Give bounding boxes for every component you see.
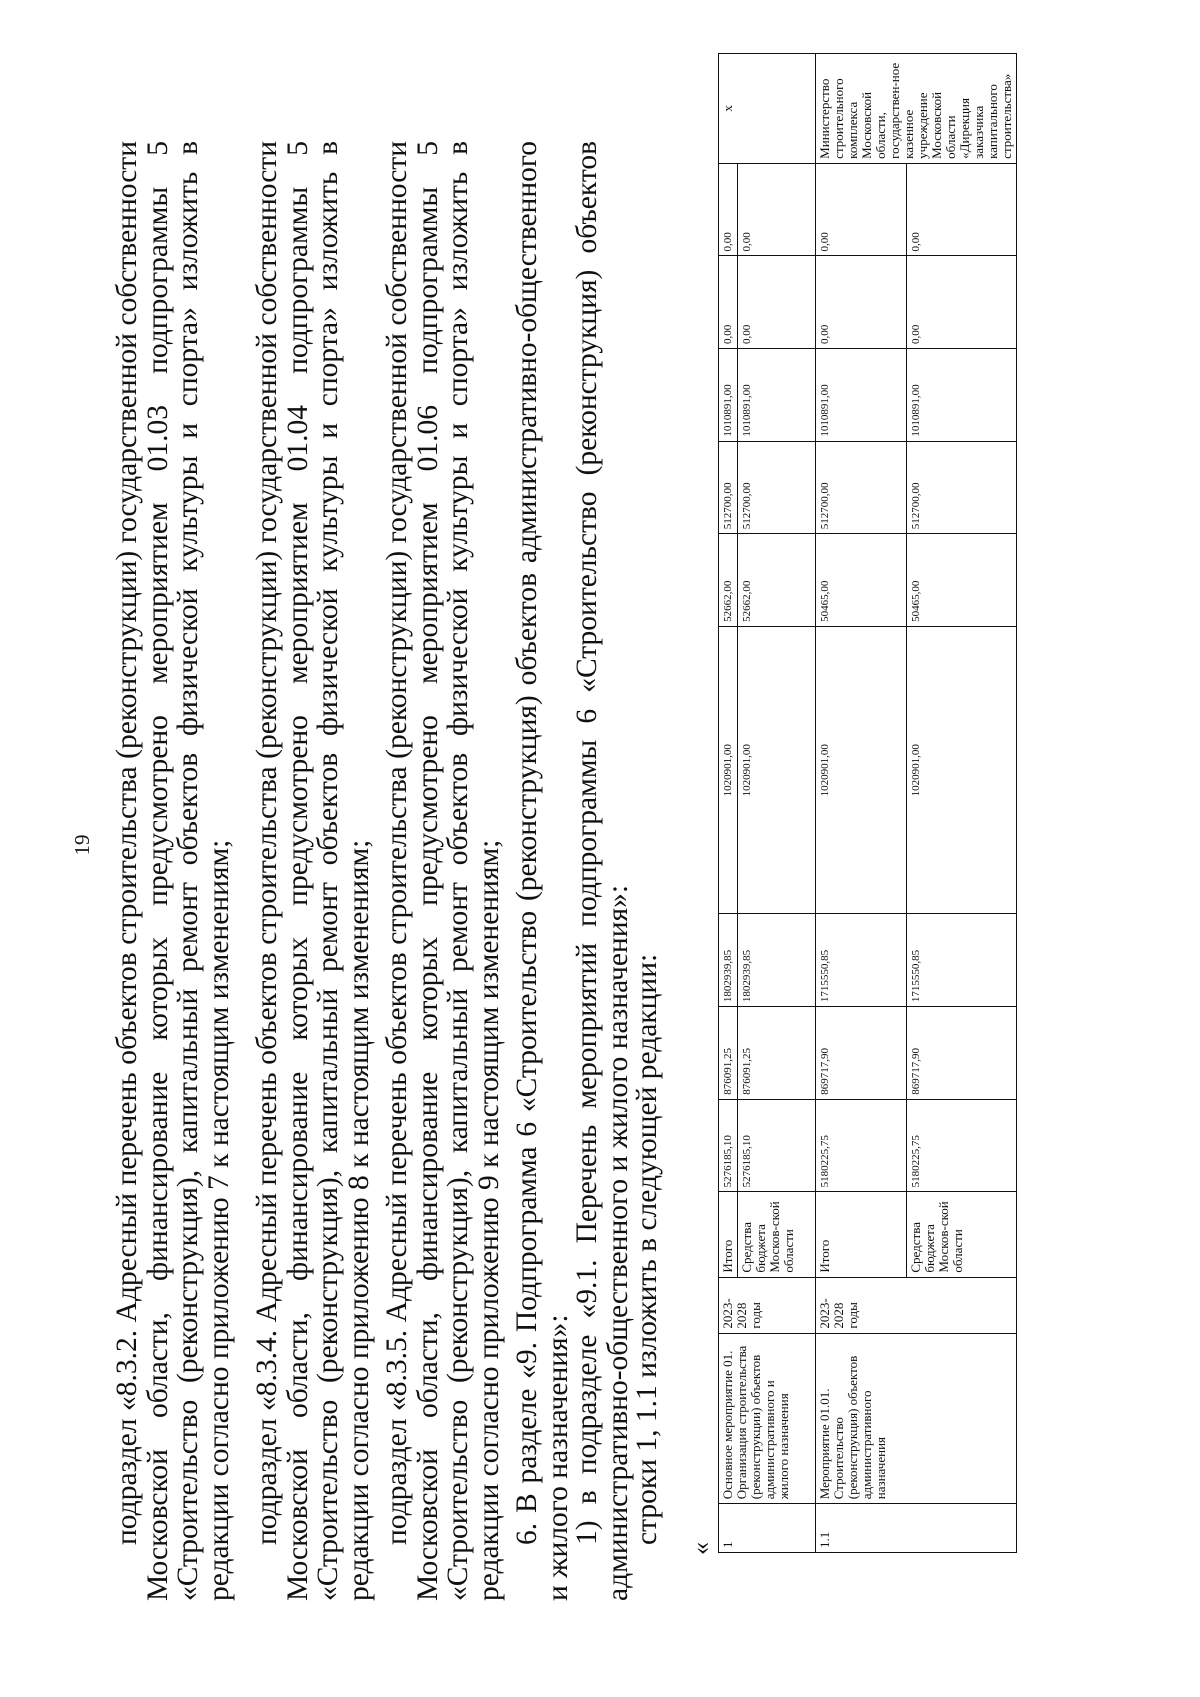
amount-2023: 869717,90 (907, 1007, 1017, 1100)
measures-table (718, 53, 1017, 1553)
amount-c1: 0,00 (816, 256, 907, 349)
amount-c2: 0,00 (907, 163, 1017, 256)
open-quote: « (686, 1542, 715, 1555)
paragraph-8-3-4: подраздел «8.3.4. Адресный перечень объектов строительства (реконструкции) государственной собственности Московской области, финансирование которых предусмотрено мероприятием 01.04 подпрограммы 5 «Строительство (реконструкция), капитальный ремонт объектов физической культуры и спорта» изложить в редакции согласно приложению 8 к настоящим изменениям; (251, 141, 375, 1601)
measure-name: Мероприятие 01.01. Строительство (реконструкция) объектов административного назначения (816, 1333, 1017, 1504)
amount-2026: 50465,00 (907, 534, 1017, 627)
amount-total: 5180225,75 (816, 1099, 907, 1192)
amount-2024: 1715550,85 (816, 914, 907, 1007)
amount-c2: 0,00 (816, 163, 907, 256)
amount-2028: 1010891,00 (719, 349, 738, 442)
amount-2025: 1020901,00 (738, 626, 816, 914)
source-region: Средства бюджета Москов-ской области (738, 1192, 816, 1277)
amount-2026: 52662,00 (738, 534, 816, 627)
amount-c2: 0,00 (738, 163, 816, 256)
row-number: 1.1 (816, 1504, 1017, 1553)
paragraph-rows-instruction: строки 1, 1.1 изложить в следующей редакции: (631, 953, 663, 1545)
amount-c1: 0,00 (738, 256, 816, 349)
amount-total: 5276185,10 (738, 1099, 816, 1192)
measure-name: Основное мероприятие 01. Организация строительства (реконструкции) объектов административного и жилого назначения (719, 1333, 816, 1504)
source-region: Средства бюджета Москов-ской области (907, 1192, 1017, 1277)
amount-2027: 512700,00 (816, 441, 907, 534)
amount-2025: 1020901,00 (719, 626, 738, 914)
responsible-cell: Министерство строительного комплекса Московской области, государствен-ное казенное учреждение Московской области «Дирекция заказчика капитального строительства» (816, 54, 1017, 164)
table-row (816, 54, 907, 1553)
amount-2027: 512700,00 (738, 441, 816, 534)
amount-2024: 1715550,85 (907, 914, 1017, 1007)
amount-total: 5276185,10 (719, 1099, 738, 1192)
source-total: Итого (816, 1192, 907, 1277)
paragraph-subsection-9-1: 1) в подразделе «9.1. Перечень мероприятий подпрограммы 6 «Строительство (реконструкция) объектов административно-общественного и жилого назначения»: (571, 141, 634, 1601)
paragraph-8-3-5: подраздел «8.3.5. Адресный перечень объектов строительства (реконструкции) государственной собственности Московской области, финансирование которых предусмотрено мероприятием 01.06 подпрограммы 5 «Строительство (реконструкция), капитальный ремонт объектов физической культуры и спорта» изложить в редакции согласно приложению 9 к настоящим изменениям; (381, 141, 505, 1601)
paragraph-section-9: 6. В разделе «9. Подпрограмма 6 «Строительство (реконструкция) объектов административно-общественного и жилого назначения»: (511, 141, 574, 1601)
source-total: Итого (719, 1192, 738, 1277)
row-number: 1 (719, 1504, 816, 1553)
amount-2027: 512700,00 (907, 441, 1017, 534)
amount-2023: 876091,25 (719, 1007, 738, 1100)
amount-2025: 1020901,00 (907, 626, 1017, 914)
period-cell: 2023-2028 годы (719, 1277, 816, 1333)
amount-2028: 1010891,00 (738, 349, 816, 442)
amount-c1: 0,00 (719, 256, 738, 349)
amount-2027: 512700,00 (719, 441, 738, 534)
amount-2025: 1020901,00 (816, 626, 907, 914)
page-number: 19 (70, 834, 94, 856)
amount-c2: 0,00 (719, 163, 738, 256)
amount-2024: 1802939,85 (738, 914, 816, 1007)
amount-2028: 1010891,00 (907, 349, 1017, 442)
amount-total: 5180225,75 (907, 1099, 1017, 1192)
amount-c1: 0,00 (907, 256, 1017, 349)
amount-2026: 50465,00 (816, 534, 907, 627)
amount-2023: 869717,90 (816, 1007, 907, 1100)
amount-2026: 52662,00 (719, 534, 738, 627)
table-row (719, 54, 738, 1553)
paragraph-8-3-2: подраздел «8.3.2. Адресный перечень объектов строительства (реконструкции) государственной собственности Московской области, финансирование которых предусмотрено мероприятием 01.03 подпрограммы 5 «Строительство (реконструкция), капитальный ремонт объектов физической культуры и спорта» изложить в редакции согласно приложению 7 к настоящим изменениям; (111, 141, 235, 1601)
period-cell: 2023-2028 годы (816, 1277, 1017, 1333)
amount-2028: 1010891,00 (816, 349, 907, 442)
amount-2024: 1802939,85 (719, 914, 738, 1007)
amount-2023: 876091,25 (738, 1007, 816, 1100)
responsible-cell: х (719, 54, 816, 164)
